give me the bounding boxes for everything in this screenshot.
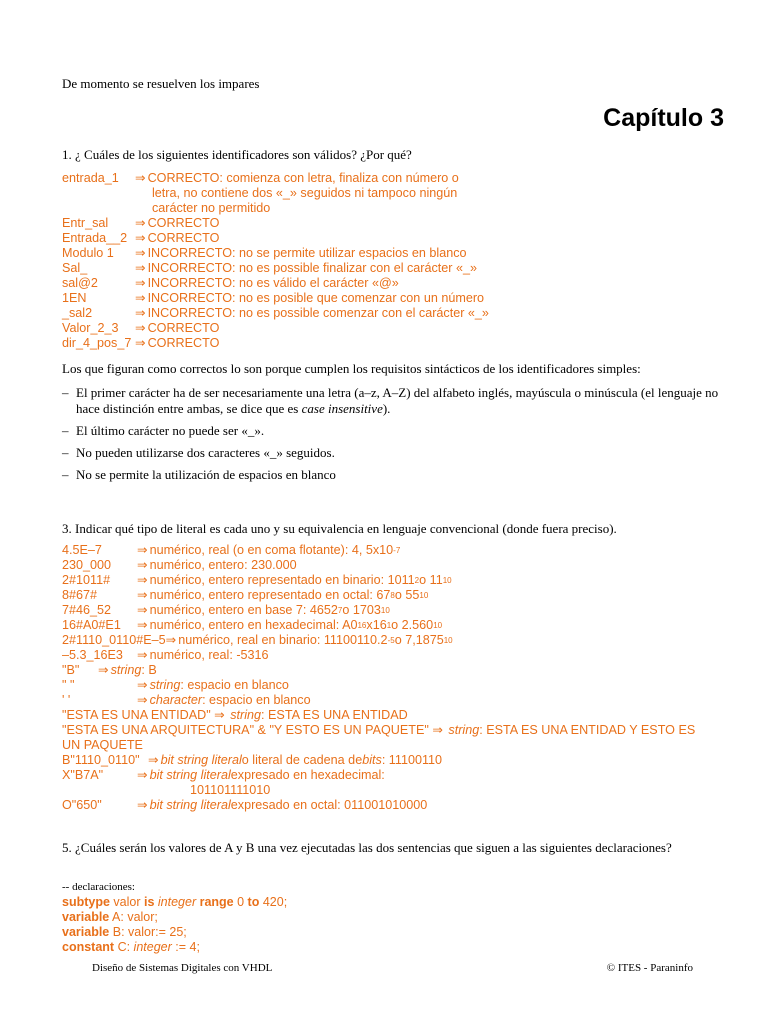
q1-row <box>62 276 489 291</box>
implies-arrow-icon: ⇒ <box>135 261 146 275</box>
rule-item: – El último carácter no puede ser «_». <box>62 423 265 438</box>
q3-row-continuation: 101101111010 <box>190 783 271 797</box>
identifier: _sal2 <box>62 306 93 320</box>
q1-row <box>62 246 489 261</box>
implies-arrow-icon: ⇒ <box>135 306 146 320</box>
implies-arrow-icon: ⇒ <box>137 618 148 632</box>
implies-arrow-icon: ⇒ <box>428 723 447 737</box>
q1-row <box>62 321 489 336</box>
implies-arrow-icon: ⇒ <box>137 558 148 572</box>
verdict: INCORRECTO: no es posible que comenzar con un número <box>147 291 485 305</box>
q1-row <box>62 336 489 351</box>
q1-row <box>62 171 489 186</box>
q3-row: "ESTA ES UNA ARQUITECTURA" & "Y ESTO ES UN PAQUETE" ⇒ string : ESTA ES UNA ENTIDAD Y ESTO ES <box>62 723 696 737</box>
verdict: INCORRECTO: no es possible comenzar con el carácter «_» <box>147 306 489 320</box>
implies-arrow-icon: ⇒ <box>135 246 146 260</box>
q3-row: –5.3_16E3 ⇒ numérico, real: -5316 <box>62 648 269 662</box>
verdict: INCORRECTO: no es possible finalizar con el carácter «_» <box>147 261 478 275</box>
implies-arrow-icon: ⇒ <box>137 603 148 617</box>
implies-arrow-icon: ⇒ <box>210 708 229 722</box>
implies-arrow-icon: ⇒ <box>135 336 146 350</box>
verdict: CORRECTO <box>147 216 220 230</box>
q3-row: "ESTA ES UNA ENTIDAD" ⇒ string : ESTA ES UNA ENTIDAD <box>62 708 408 722</box>
verdict: CORRECTO <box>147 321 220 335</box>
q3-row: 8#67# ⇒ numérico, entero representado en octal: 67 8 o 55 10 <box>62 588 429 602</box>
verdict: INCORRECTO: no se permite utilizar espacios en blanco <box>147 246 467 260</box>
q1-row <box>62 306 489 321</box>
q3-row: ' ' ⇒ character : espacio en blanco <box>62 693 311 707</box>
q1-row <box>62 291 489 306</box>
q3-row: 230_000 ⇒ numérico, entero: 230.000 <box>62 558 297 572</box>
implies-arrow-icon: ⇒ <box>135 276 146 290</box>
identifier: Entr_sal <box>62 216 109 230</box>
implies-arrow-icon: ⇒ <box>165 633 177 647</box>
identifier: dir_4_pos_7 <box>62 336 132 350</box>
identifier: Entrada__2 <box>62 231 128 245</box>
q3-row: X"B7A" ⇒ bit string literal expresado en hexadecimal: <box>62 768 385 782</box>
q1-row <box>62 231 489 246</box>
rule-item: – No se permite la utilización de espacios en blanco <box>62 467 336 482</box>
code-line: constant C: integer := 4; <box>62 940 200 954</box>
q1-explanation: Los que figuran como correctos lo son porque cumplen los requisitos sintácticos de los identificadores simples: <box>62 361 641 376</box>
rule-item: – No pueden utilizarse dos caracteres «_» seguidos. <box>62 445 335 460</box>
implies-arrow-icon: ⇒ <box>98 663 109 677</box>
verdict: INCORRECTO: no es válido el carácter «@» <box>147 276 399 290</box>
q1-row <box>62 261 489 276</box>
q3-row: 16#A0#E1 ⇒ numérico, entero en hexadecimal: A0 16 x16 1 o 2.560 10 <box>62 618 443 632</box>
vhdl-code <box>62 880 287 955</box>
q3-row: O"650" ⇒ bit string literal expresado en octal: 011001010000 <box>62 798 428 812</box>
q3-row: 7#46_52 ⇒ numérico, entero en base 7: 4652 7 o 1703 10 <box>62 603 390 617</box>
q3-row: " " ⇒ string : espacio en blanco <box>62 678 289 692</box>
intro-text: De momento se resuelven los impares <box>62 76 260 91</box>
implies-arrow-icon: ⇒ <box>135 231 146 245</box>
implies-arrow-icon: ⇒ <box>137 798 148 812</box>
implies-arrow-icon: ⇒ <box>137 573 148 587</box>
verdict: CORRECTO <box>147 336 220 350</box>
implies-arrow-icon: ⇒ <box>137 543 148 557</box>
q3-row: 2#1011# ⇒ numérico, entero representado en binario: 1011 2 o 11 10 <box>62 573 452 587</box>
implies-arrow-icon: ⇒ <box>135 171 146 185</box>
q3-row: B"1110_0110" ⇒ bit string literal o literal de cadena de bits : 11100110 <box>62 753 443 767</box>
q3-row: "B" ⇒ string : B <box>62 663 157 677</box>
footer-publisher: © ITES - Paraninfo <box>606 962 693 974</box>
chapter-title: Capítulo 3 <box>603 104 724 132</box>
implies-arrow-icon: ⇒ <box>135 216 146 230</box>
implies-arrow-icon: ⇒ <box>137 693 148 707</box>
code-line: subtype valor is integer range 0 to 420; <box>62 895 288 909</box>
q3-row: 4.5E–7 ⇒ numérico, real (o en coma flotante): 4, 5x10 -7 <box>62 543 401 557</box>
identifier: Valor_2_3 <box>62 321 119 335</box>
rule-item: – El primer carácter ha de ser necesariamente una letra (a–z, A–Z) del alfabeto inglés, mayúscula o minúscula (el lenguaje no hace distinción entre ambas, se dice que es case insensitive). <box>62 385 719 416</box>
q1-answers <box>62 171 489 351</box>
identifier: Modulo 1 <box>62 246 114 260</box>
implies-arrow-icon: ⇒ <box>148 753 159 767</box>
implies-arrow-icon: ⇒ <box>135 321 146 335</box>
code-line: variable A: valor; <box>62 910 158 924</box>
implies-arrow-icon: ⇒ <box>137 768 148 782</box>
implies-arrow-icon: ⇒ <box>137 588 148 602</box>
implies-arrow-icon: ⇒ <box>137 678 148 692</box>
question-5: 5. ¿Cuáles serán los valores de A y B una vez ejecutadas las dos sentencias que siguen a las siguientes declaraciones? <box>62 840 672 855</box>
footer-book-title: Diseño de Sistemas Digitales con VHDL <box>92 962 273 974</box>
verdict: CORRECTO <box>147 231 220 245</box>
identifier: 1EN <box>62 291 87 305</box>
verdict: CORRECTO: comienza con letra, finaliza con número o <box>147 171 459 185</box>
implies-arrow-icon: ⇒ <box>135 291 146 305</box>
implies-arrow-icon: ⇒ <box>137 648 148 662</box>
identifier: entrada_1 <box>62 171 119 185</box>
q3-row: 2#1110_0110#E–5 ⇒ numérico, real en binario: 11100110.2 -5 o 7,1875 10 <box>62 633 453 647</box>
code-line: variable B: valor:= 25; <box>62 925 187 939</box>
code-comment: -- declaraciones: <box>62 881 135 893</box>
identifier: sal@2 <box>62 276 98 290</box>
q3-row-continuation: UN PAQUETE <box>62 738 143 752</box>
verdict-continuation: carácter no permitido <box>152 201 271 215</box>
question-3: 3. Indicar qué tipo de literal es cada uno y su equivalencia en lenguaje convencional (donde fuera preciso). <box>62 521 617 536</box>
q1-row <box>62 216 489 231</box>
question-1: 1. ¿ Cuáles de los siguientes identificadores son válidos? ¿Por qué? <box>62 147 412 162</box>
verdict-continuation: letra, no contiene dos «_» seguidos ni tampoco ningún <box>152 186 458 200</box>
q3-answers <box>62 543 695 813</box>
identifier: Sal_ <box>62 261 88 275</box>
rules-list <box>62 385 726 489</box>
